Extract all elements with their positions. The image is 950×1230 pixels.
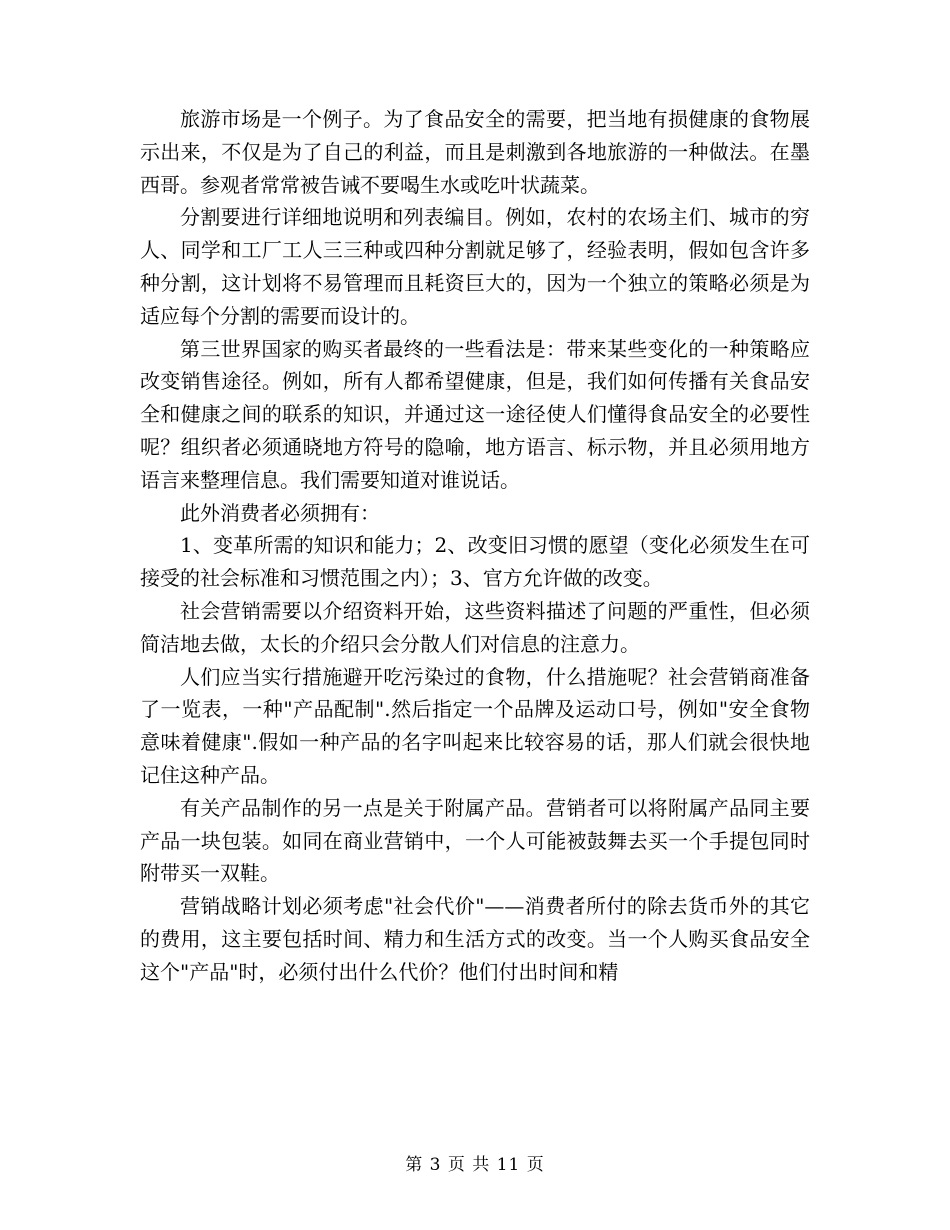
paragraph-accessory-products: 有关产品制作的另一点是关于附属产品。营销者可以将附属产品同主要产品一块包装。如同在商业营销中，一个人可能被鼓舞去买一个手提包同时附带买一双鞋。 (140, 795, 810, 886)
paragraph-product-formulation: 人们应当实行措施避开吃污染过的食物，什么措施呢？社会营销商准备了一览表，一种"产品配制".然后指定一个品牌及运动口号，例如"安全食物意味着健康".假如一种产品的名字叫起来比较容易的话，那人们就会很快地记住这种产品。 (140, 664, 810, 787)
paragraph-consumer-requirements-intro: 此外消费者必须拥有： (180, 500, 380, 525)
paragraph-tourism-market: 旅游市场是一个例子。为了食品安全的需要，把当地有损健康的食物展示出来，不仅是为了自己的利益，而且是刺激到各地旅游的一种做法。在墨西哥。参观者常常被告诫不要喝生水或吃叶状蔬菜。 (140, 107, 810, 197)
paragraph-segmentation: 分割要进行详细地说明和列表编目。例如，农村的农场主们、城市的穷人、同学和工厂工人三三种或四种分割就足够了，经验表明，假如包含许多种分割，这计划将不易管理而且耗资巨大的，因为一个独立的策略必须是为适应每个分割的需要而设计的。 (140, 205, 810, 328)
paragraph-third-world-buyers: 第三世界国家的购买者最终的一些看法是：带来某些变化的一种策略应改变销售途径。例如，所有人都希望健康，但是，我们如何传播有关食品安全和健康之间的联系的知识，并通过这一途径使人们懂得食品安全的必要性呢？组织者必须通晓地方符号的隐喻，地方语言、标示物，并且必须用地方语言来整理信息。我们需要知道对谁说话。 (140, 336, 810, 492)
paragraph-consumer-requirements-list: 1、变革所需的知识和能力；2、改变旧习惯的愿望（变化必须发生在可接受的社会标准和习惯范围之内）；3、官方允许做的改变。 (140, 533, 810, 591)
document-body (140, 103, 810, 989)
page-number-footer: 第 3 页 共 11 页 (405, 1155, 545, 1175)
paragraph-social-cost: 营销战略计划必须考虑"社会代价"——消费者所付的除去货币外的其它的费用，这主要包括时间、精力和生活方式的改变。当一个人购买食品安全这个"产品"时，必须付出什么代价？他们付出时间和精 (140, 894, 810, 984)
paragraph-introductory-material: 社会营销需要以介绍资料开始，这些资料描述了问题的严重性，但必须简洁地去做，太长的介绍只会分散人们对信息的注意力。 (140, 598, 810, 656)
